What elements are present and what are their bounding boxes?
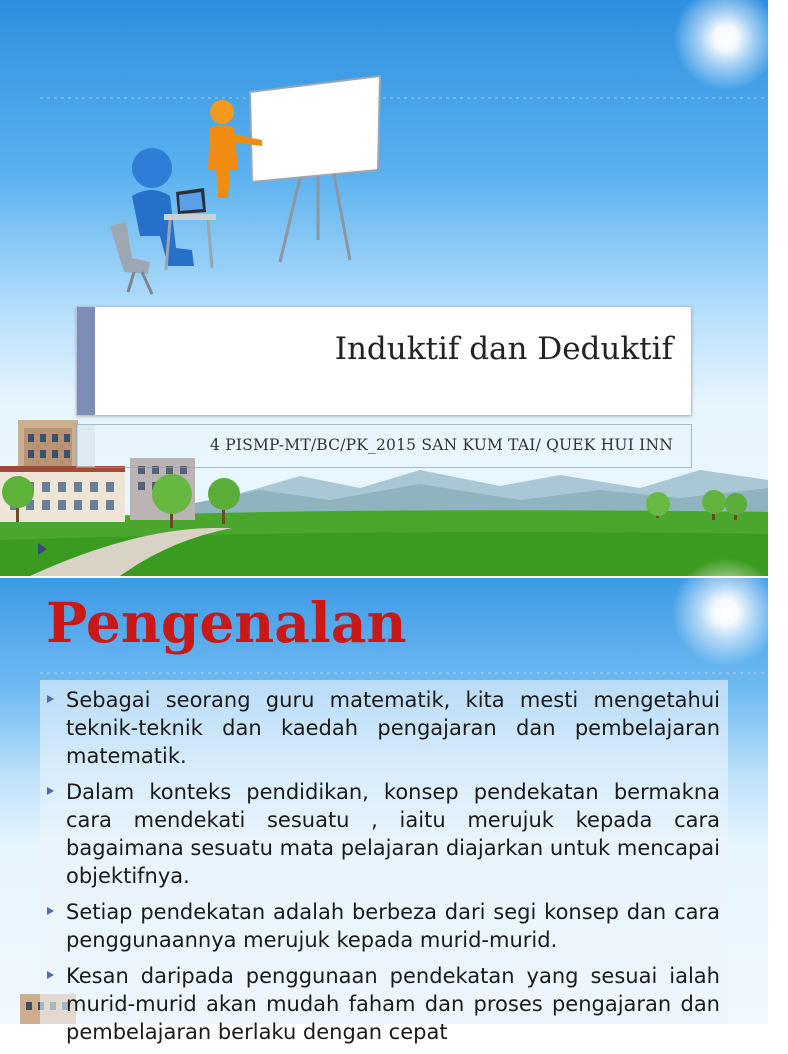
bullet-arrow-icon	[47, 971, 54, 979]
bullet-text: Kesan daripada penggunaan pendekatan yang sesuai ialah murid-murid akan mudah faham dan proses pengajaran dan pembelajaran berlaku dengan cepat	[66, 964, 720, 1044]
slide-subtitle: 4 PISMP-MT/BC/PK_2015 SAN KUM TAI/ QUEK HUI INN	[210, 436, 673, 454]
slide-title: Induktif dan Deduktif	[334, 331, 673, 367]
content-box	[40, 680, 728, 1044]
bullet-text: Sebagai seorang guru matematik, kita mesti mengetahui teknik-teknik dan kaedah pengajaran dan pembelajaran matematik.	[66, 688, 720, 768]
bullet-text: Dalam konteks pendidikan, konsep pendekatan bermakna cara mendekati sesuatu , iaitu merujuk kepada cara bagaimana sesuatu mata pelajaran diajarkan untuk mencapai objektifnya.	[66, 780, 721, 888]
bullet-arrow-icon	[47, 907, 54, 915]
list-item	[40, 686, 720, 770]
bullet-arrow-icon	[47, 695, 54, 703]
title-box	[76, 306, 692, 416]
subtitle-accent-bar	[77, 425, 95, 467]
bullet-arrow-icon	[47, 787, 54, 795]
list-item	[40, 778, 720, 890]
list-item	[40, 898, 720, 954]
bullet-text: Setiap pendekatan adalah berbeza dari segi konsep dan cara penggunaannya merujuk kepada murid-murid.	[66, 900, 720, 952]
play-arrow-icon[interactable]	[38, 543, 47, 555]
slide-heading: Pengenalan	[46, 590, 407, 655]
subtitle-box	[76, 424, 692, 468]
bullet-list	[40, 686, 720, 1054]
title-accent-bar	[77, 307, 95, 415]
list-item	[40, 962, 720, 1046]
content-slide	[0, 578, 768, 1044]
